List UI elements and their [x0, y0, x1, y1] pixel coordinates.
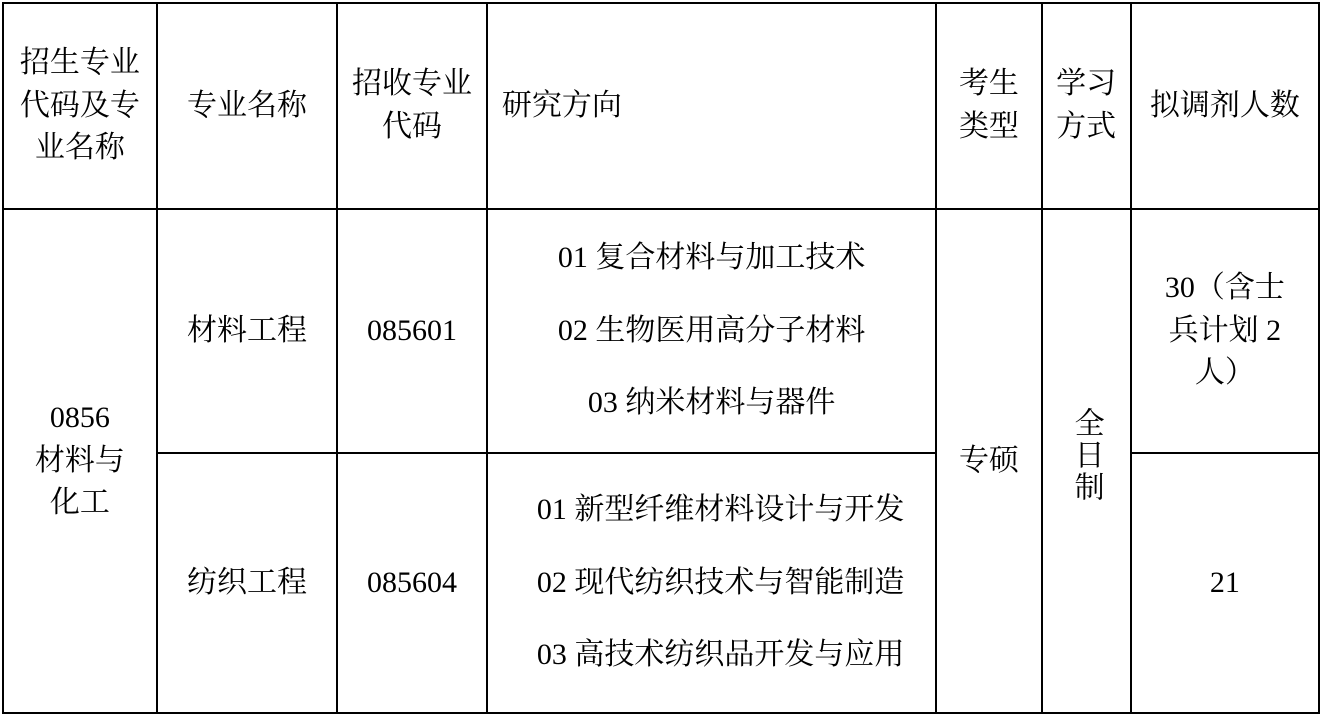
table-body [3, 209, 1319, 713]
research-direction-item: 02 生物医用高分子材料 [557, 313, 866, 347]
adjustment-plan-table [2, 2, 1320, 714]
cell-study-mode [1042, 209, 1131, 713]
table-row [3, 209, 1319, 453]
cell-major-code: 085604 [337, 453, 487, 713]
table-header [3, 3, 1319, 209]
table-header-row [3, 3, 1319, 209]
research-direction-item: 01 新型纤维材料设计与开发 [536, 493, 905, 527]
header-cell-research-direction: 研究方向 [487, 3, 936, 209]
quota-line: 人） [1194, 356, 1255, 390]
header-cell-category: 招生专业代码及专业名称 [3, 3, 157, 209]
cell-category [3, 209, 157, 713]
cell-exam-type: 专硕 [936, 209, 1041, 713]
header-cell-major-code: 招收专业代码 [337, 3, 487, 209]
category-line: 0856 [49, 401, 110, 435]
header-cell-major-name: 专业名称 [157, 3, 337, 209]
research-direction-item: 03 高技术纺织品开发与应用 [536, 638, 905, 672]
document-page [0, 2, 1322, 710]
cell-major-code: 085601 [337, 209, 487, 453]
cell-quota: 21 [1131, 453, 1319, 713]
header-cell-quota: 拟调剂人数 [1131, 3, 1319, 209]
research-direction-item: 01 复合材料与加工技术 [557, 241, 866, 275]
cell-major-name: 纺织工程 [157, 453, 337, 713]
header-cell-study-mode: 学习方式 [1042, 3, 1131, 209]
research-direction-item: 03 纳米材料与器件 [587, 386, 836, 420]
cell-quota [1131, 209, 1319, 453]
quota-line: 30（含士 [1164, 271, 1285, 305]
cell-research-directions [487, 209, 936, 453]
cell-major-name: 材料工程 [157, 209, 337, 453]
study-mode-text: 全日制 [1069, 406, 1103, 503]
research-direction-item: 02 现代纺织技术与智能制造 [536, 565, 905, 599]
category-line: 化工 [49, 486, 110, 520]
category-line: 材料与 [34, 443, 125, 477]
cell-research-directions [487, 453, 936, 713]
header-cell-exam-type: 考生类型 [936, 3, 1041, 209]
quota-line: 兵计划 2 [1168, 313, 1282, 347]
